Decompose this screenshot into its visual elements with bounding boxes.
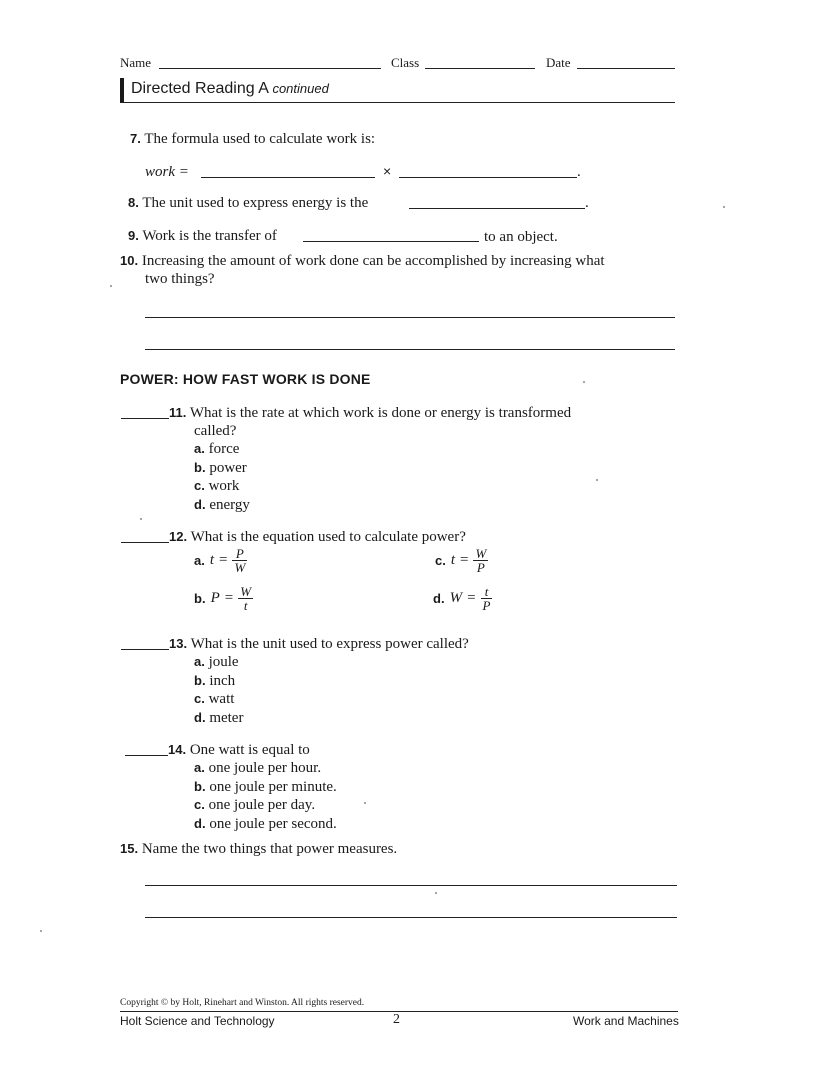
numerator: t [481,585,493,599]
chapter-label: Work and Machines [573,1014,679,1028]
question-number: 12. [169,529,188,544]
title-suffix: continued [272,81,329,96]
option-letter: d. [194,710,206,726]
equals-sign: = [460,552,469,568]
scan-speck [140,518,142,520]
q13-answer-blank[interactable] [121,649,169,650]
question-text: Name the two things that power measures. [141,841,398,857]
fraction [238,585,253,612]
option-text: meter [209,710,244,727]
question-10 [120,252,605,270]
question-text-line-1: Increasing the amount of work done can be accomplished by increasing what [141,253,605,269]
denominator: P [482,598,491,613]
copyright-notice: Copyright © by Holt, Rinehart and Winston. All rights reserved. [120,998,365,1008]
q7-formula-lhs: work = [145,164,189,180]
option-d[interactable] [194,496,250,515]
option-letter: c. [194,797,205,813]
option-letter: b. [194,591,206,606]
question-9 [128,227,277,245]
question-14 [168,741,310,759]
question-text: Work is the transfer of [142,228,277,244]
option-letter: d. [433,591,445,606]
q13-options [194,653,243,728]
question-text: The unit used to express energy is the [142,195,369,211]
publisher-label: Holt Science and Technology [120,1014,275,1028]
q15-answer-line-1[interactable] [145,885,677,886]
title-main: Directed Reading A [131,80,268,97]
option-letter: d. [194,816,206,832]
question-text: What is the unit used to express power called? [190,636,469,652]
q9-end-text: to an object. [484,229,558,245]
option-c[interactable] [194,690,243,709]
question-number: 8. [128,195,139,210]
scan-speck [110,285,112,287]
option-d[interactable] [433,585,492,612]
numerator: W [475,546,487,561]
equals-sign: = [219,552,228,568]
option-d[interactable] [194,709,243,728]
option-letter: a. [194,760,205,775]
question-12 [169,528,466,546]
equals-sign: = [467,590,476,606]
option-letter: a. [194,441,205,456]
q11-answer-blank[interactable] [121,418,169,419]
option-text: one joule per day. [208,797,316,814]
equals-sign: = [224,590,234,606]
option-text: one joule per minute. [209,778,337,795]
q14-answer-blank[interactable] [125,755,168,756]
name-field-line[interactable] [159,68,381,69]
name-label: Name [120,55,152,70]
equation-lhs: P [210,590,220,606]
option-a[interactable] [194,759,337,778]
q10-answer-line-2[interactable] [145,349,675,350]
numerator: P [232,547,247,561]
times-sign: × [383,163,392,179]
q8-blank[interactable] [409,208,585,209]
question-text: The formula used to calculate work is: [144,131,376,147]
question-number: 13. [169,636,188,651]
option-text: joule [208,654,239,670]
numerator: W [240,584,252,599]
option-text: force [208,441,240,457]
q14-options [194,759,337,834]
option-text: work [208,478,240,495]
question-number: 7. [130,131,141,146]
fraction [232,547,247,574]
page-title [131,80,329,98]
scan-speck [723,206,725,208]
option-letter: b. [194,672,206,688]
question-number: 11. [169,405,187,420]
option-text: one joule per second. [209,816,337,833]
q7-blank-2[interactable] [399,177,577,178]
option-b[interactable] [194,778,337,797]
option-letter: c. [435,553,446,568]
question-13 [169,635,469,653]
option-text: power [209,459,247,476]
option-a[interactable] [194,440,250,459]
q8-period: . [585,195,589,211]
option-text: watt [208,691,235,708]
question-11 [169,404,571,422]
option-letter: b. [194,778,206,794]
option-d[interactable] [194,815,337,834]
option-letter: d. [194,497,206,513]
class-label: Class [391,55,420,70]
question-text: One watt is equal to [189,742,310,758]
denominator: t [243,598,248,613]
option-a[interactable] [194,653,243,672]
question-text: What is the equation used to calculate power? [190,529,466,545]
page-number: 2 [393,1012,400,1027]
option-c[interactable] [194,477,250,496]
question-15 [120,840,397,858]
option-letter: c. [194,478,205,494]
option-text: inch [209,672,236,689]
scan-speck [583,381,585,383]
scan-speck [364,802,366,804]
q11-options [194,440,250,515]
option-text: one joule per hour. [208,760,322,776]
scan-speck [435,892,437,894]
option-text: energy [209,497,250,514]
q7-period: . [577,164,581,180]
option-letter: a. [194,553,205,568]
question-number: 15. [120,841,139,856]
denominator: W [234,560,246,575]
title-marker [120,78,124,102]
option-a[interactable] [194,547,247,574]
equation-lhs: W [449,590,463,606]
question-8 [128,194,368,212]
question-text-line-2: called? [194,423,237,439]
option-b[interactable] [194,459,250,478]
fraction [481,585,493,612]
q9-blank[interactable] [303,241,479,242]
option-b[interactable] [194,672,243,691]
section-heading: POWER: HOW FAST WORK IS DONE [120,371,371,387]
equation-lhs: t [450,552,456,568]
question-number: 14. [168,742,187,757]
scan-speck [596,479,598,481]
fraction [473,547,488,574]
q7-blank-1[interactable] [201,177,375,178]
option-letter: a. [194,654,205,669]
question-text-line-2: two things? [145,271,215,287]
option-c[interactable] [194,796,337,815]
option-letter: b. [194,459,206,475]
question-number: 10. [120,253,139,268]
q15-answer-line-2[interactable] [145,917,677,918]
q10-answer-line-1[interactable] [145,317,675,318]
question-7 [130,130,375,148]
class-field-line[interactable] [425,68,535,69]
denominator: P [476,560,485,575]
date-field-line[interactable] [577,68,675,69]
q12-answer-blank[interactable] [121,542,169,543]
date-label: Date [546,55,571,70]
option-letter: c. [194,691,205,707]
question-number: 9. [128,228,139,243]
question-text-line-1: What is the rate at which work is done or energy is transformed [189,405,572,421]
equation-lhs: t [209,552,215,568]
scan-speck [40,930,42,932]
option-c[interactable] [435,547,488,574]
title-bar [120,78,675,103]
option-b[interactable] [194,585,253,612]
